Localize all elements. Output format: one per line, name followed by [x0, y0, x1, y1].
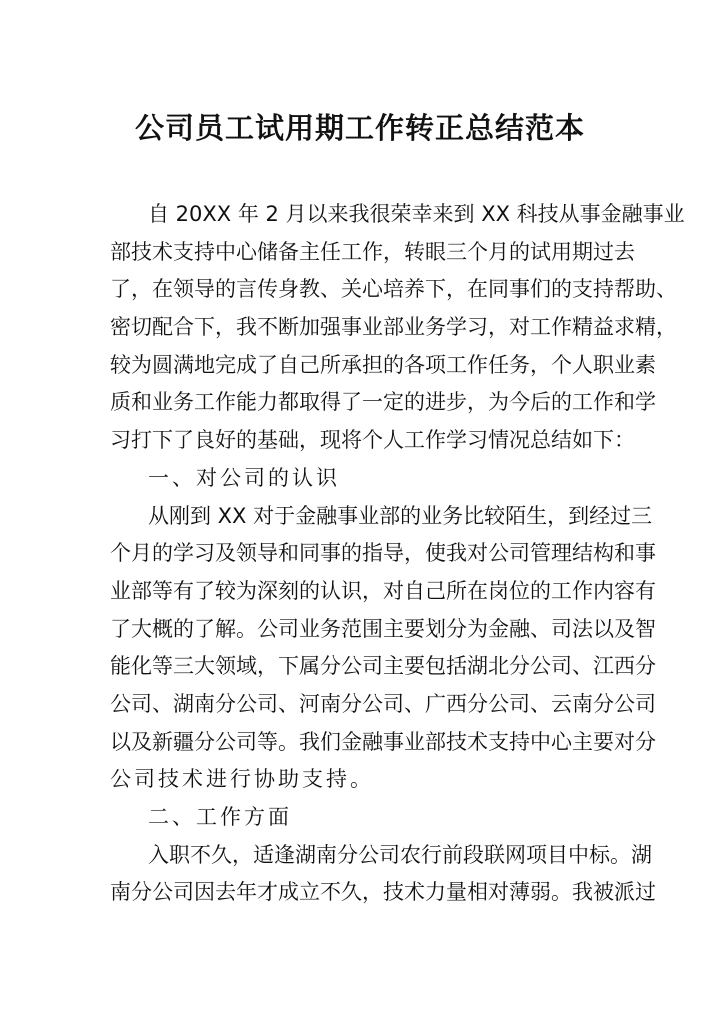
text-line: 密切配合下，我不断加强事业部业务学习，对工作精益求精， [110, 315, 677, 340]
text-line: 从刚到 XX 对于金融事业部的业务比较陌生，到经过三 [148, 503, 653, 528]
text-line: 南分公司因去年才成立不久，技术力量相对薄弱。我被派过 [110, 880, 656, 905]
document-body [110, 196, 685, 912]
text-line: 以及新疆分公司等。我们金融事业部技术支持中心主要对分 [110, 729, 656, 754]
text-line: 质和业务工作能力都取得了一定的进步，为今后的工作和学 [110, 390, 656, 415]
document-title: 公司员工试用期工作转正总结范本 [134, 111, 585, 145]
text-line: 了大概的了解。公司业务范围主要划分为金融、司法以及智 [110, 616, 656, 641]
text-line: 公司技术进行协助支持。 [110, 767, 374, 792]
text-line: 部技术支持中心储备主任工作，转眼三个月的试用期过去 [110, 239, 635, 264]
text-line: 能化等三大领域，下属分公司主要包括湖北分公司、江西分 [110, 654, 656, 679]
section-heading: 二、工作方面 [148, 805, 292, 829]
text-line: 自 20XX 年 2 月以来我很荣幸来到 XX 科技从事金融事业 [148, 202, 685, 226]
text-line: 业部等有了较为深刻的认识，对自己所在岗位的工作内容有 [110, 578, 656, 603]
text-line: 习打下了良好的基础，现将个人工作学习情况总结如下： [110, 428, 635, 453]
section-heading: 一、对公司的认识 [148, 465, 340, 490]
text-line: 入职不久，适逢湖南分公司农行前段联网项目中标。湖 [148, 842, 652, 867]
text-line: 个月的学习及领导和同事的指导，使我对公司管理结构和事 [110, 541, 656, 566]
text-line: 公司、湖南分公司、河南分公司、广西分公司、云南分公司 [110, 691, 656, 716]
text-line: 了，在领导的言传身教、关心培养下，在同事们的支持帮助、 [110, 277, 677, 302]
text-line: 较为圆满地完成了自己所承担的各项工作任务，个人职业素 [110, 352, 656, 377]
